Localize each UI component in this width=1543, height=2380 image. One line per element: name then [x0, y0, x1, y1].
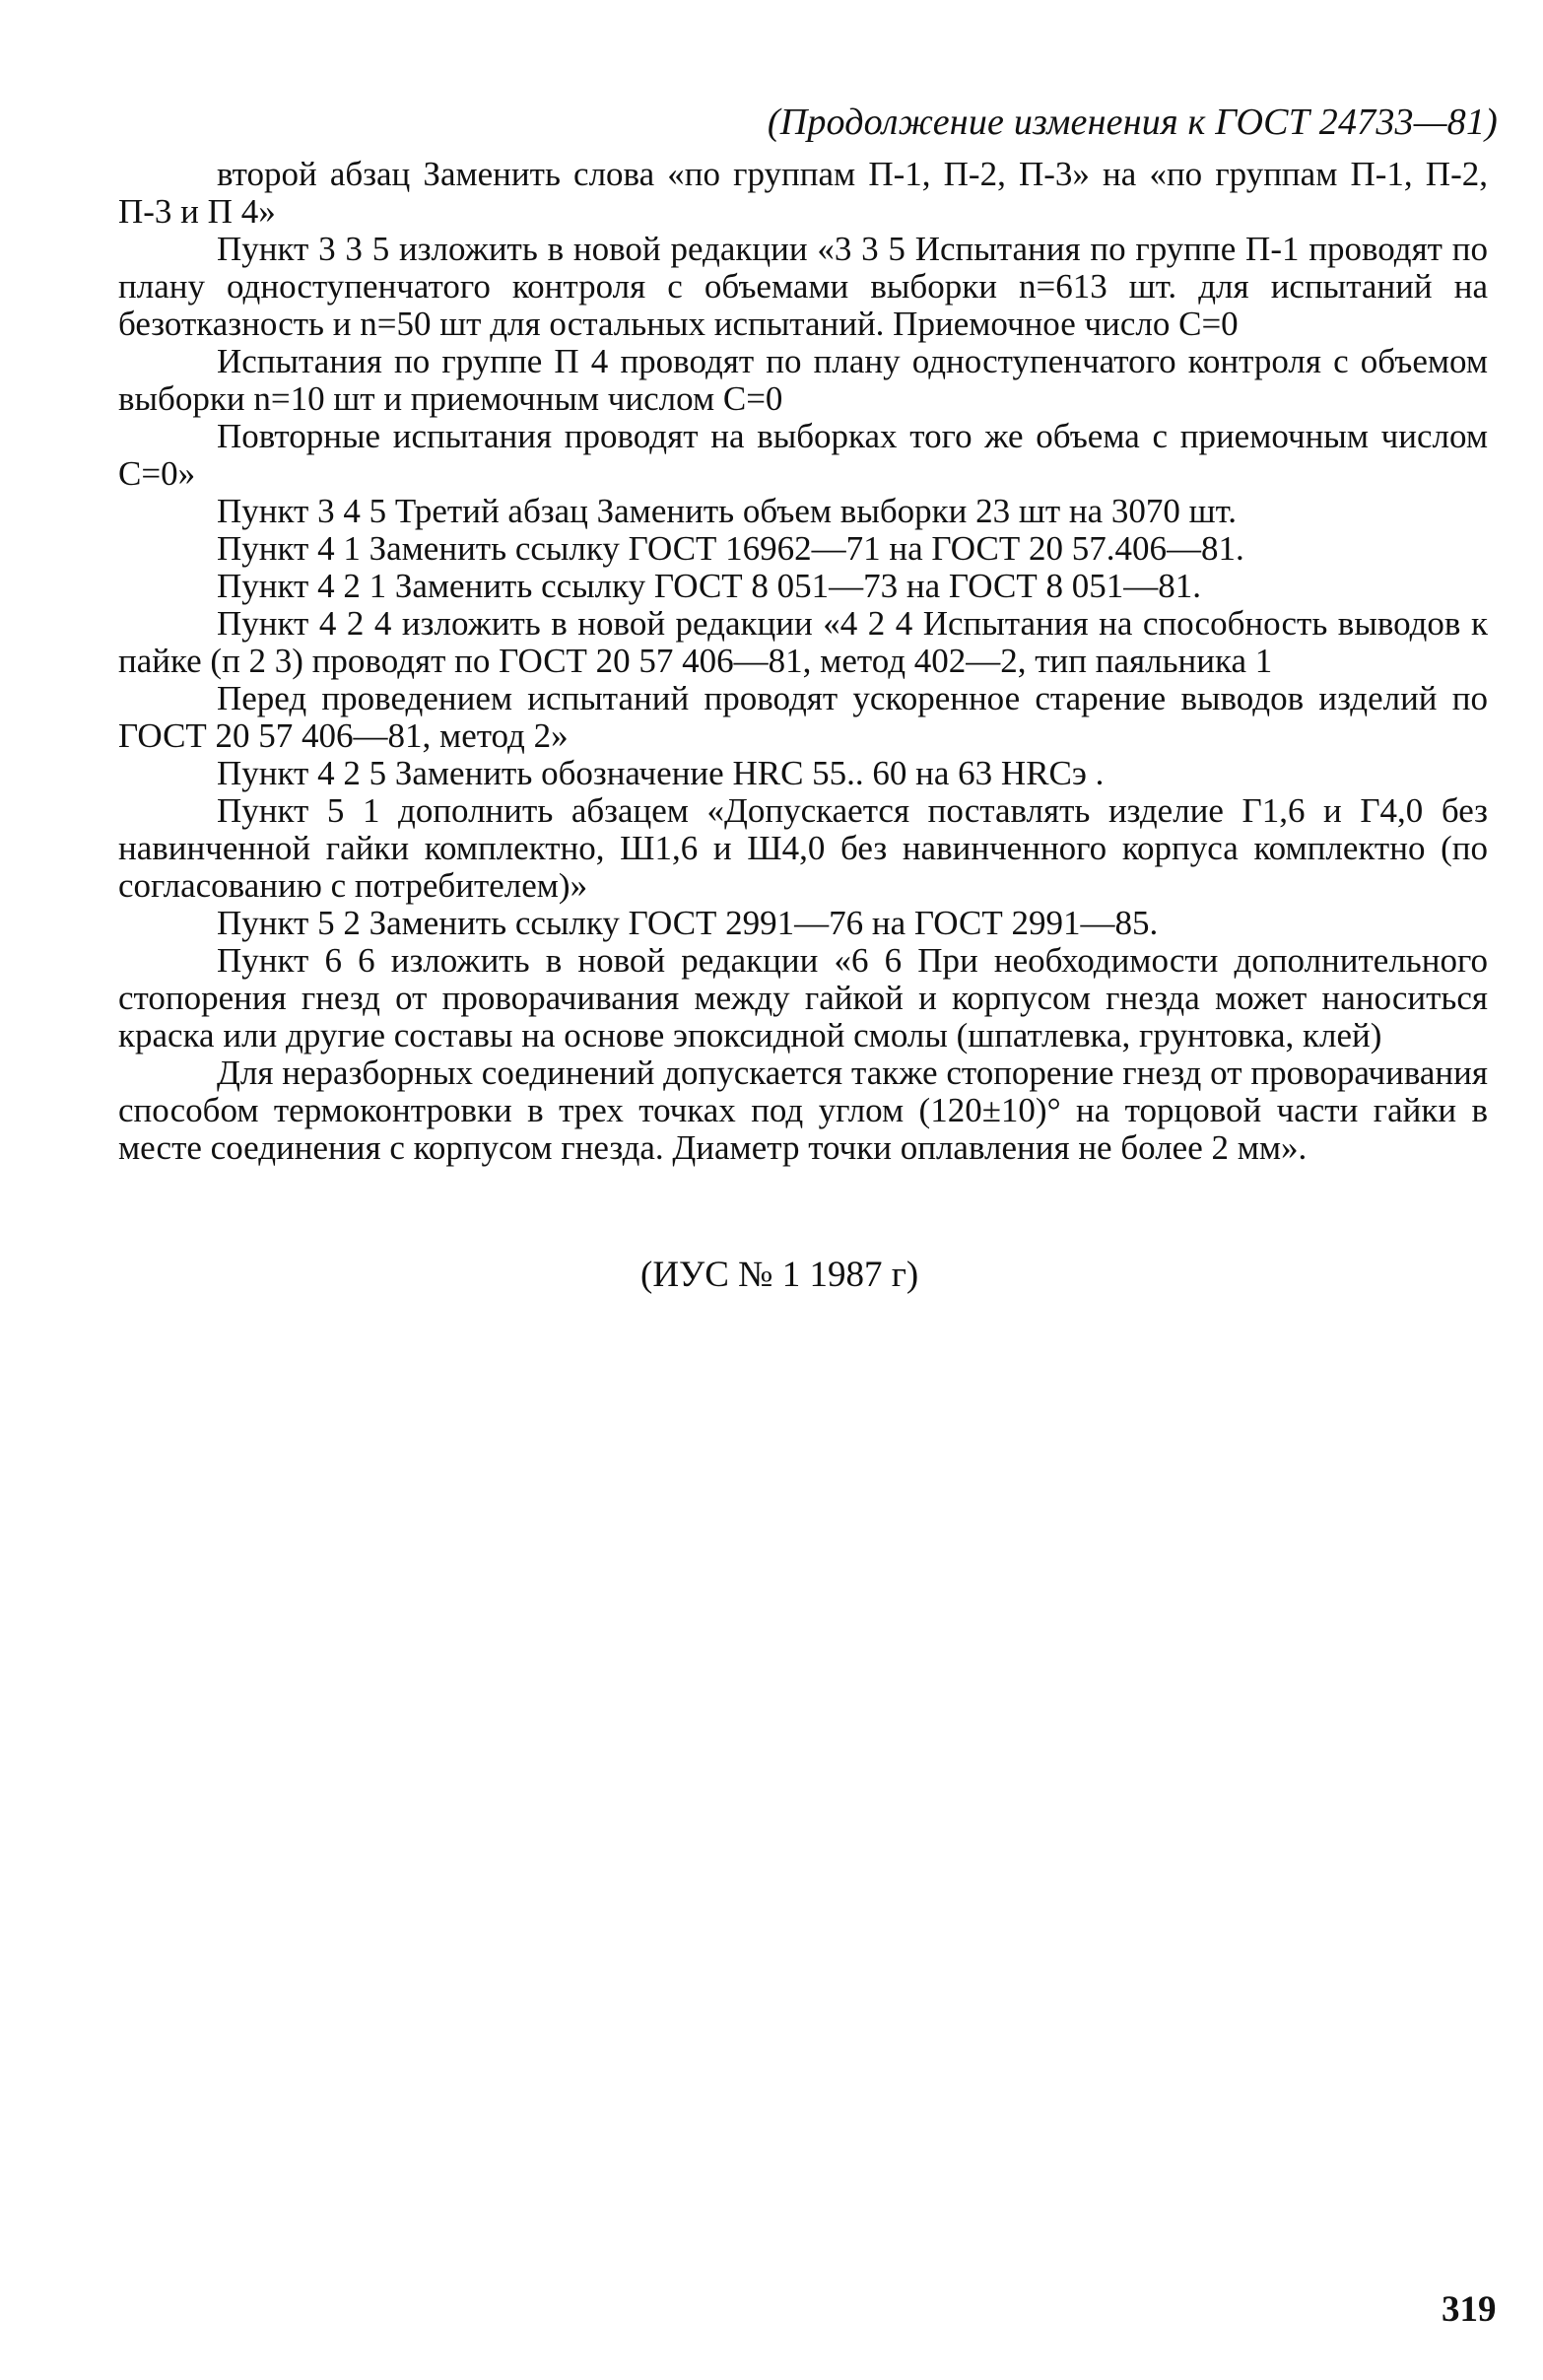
paragraph: Пункт 4 2 5 Заменить обозначение HRC 55.. 60 на 63 HRCэ .: [217, 754, 1105, 792]
amendment-text: [118, 156, 1488, 1167]
paragraph: второй абзац Заменить слова «по группам П-1, П-2, П-3» на «по группам П-1, П-2, П-3 и П 4»: [118, 155, 1488, 231]
paragraph: Повторные испытания проводят на выборках того же объема с приемочным числом C=0»: [118, 417, 1488, 493]
paragraph: Пункт 4 2 4 изложить в новой редакции «4 2 4 Испытания на способность выводов к пайке (п 2 3) проводят по ГОСТ 20 57 406—81, метод 402—2, тип паяльника 1: [118, 604, 1488, 680]
paragraph: Пункт 6 6 изложить в новой редакции «6 6 При необходимости дополнительного стопорения гнезд от проворачивания между гайкой и корпусом гнезда может наноситься краска или другие составы на основе эпоксидной смолы (шпатлевка, грунтовка, клей): [118, 941, 1488, 1054]
paragraph: Пункт 4 2 1 Заменить ссылку ГОСТ 8 051—73 на ГОСТ 8 051—81.: [217, 567, 1201, 605]
page-number: 319: [1442, 2289, 1497, 2330]
paragraph: Пункт 4 1 Заменить ссылку ГОСТ 16962—71 на ГОСТ 20 57.406—81.: [217, 529, 1244, 568]
paragraph: Пункт 3 3 5 изложить в новой редакции «3 3 5 Испытания по группе П-1 проводят по плану одноступенчатого контроля с объемами выборки n=613 шт. для испытаний на безотказность и n=50 шт для остальных испытаний. Приемочное число C=0: [118, 230, 1488, 343]
paragraph: Пункт 5 1 дополнить абзацем «Допускается поставлять изделие Г1,6 и Г4,0 без навинченной гайки комплектно, Ш1,6 и Ш4,0 без навинченного корпуса комплектно (по согласованию с потребителем)»: [118, 791, 1488, 905]
issue-note: (ИУС № 1 1987 г): [640, 1255, 919, 1295]
amendment-header: (Продолжение изменения к ГОСТ 24733—81): [767, 102, 1498, 143]
paragraph: Испытания по группе П 4 проводят по плану одноступенчатого контроля с объемом выборки n=10 шт и приемочным числом C=0: [118, 342, 1488, 418]
paragraph: Пункт 5 2 Заменить ссылку ГОСТ 2991—76 на ГОСТ 2991—85.: [217, 904, 1159, 942]
paragraph: Перед проведением испытаний проводят ускоренное старение выводов изделий по ГОСТ 20 57 406—81, метод 2»: [118, 679, 1488, 755]
paragraph: Пункт 3 4 5 Третий абзац Заменить объем выборки 23 шт на 3070 шт.: [217, 492, 1238, 530]
paragraph: Для неразборных соединений допускается также стопорение гнезд от проворачивания способом термоконтровки в трех точках под углом (120±10)° на торцовой части гайки в месте соединения с корпусом гнезда. Диаметр точки оплавления не более 2 мм».: [118, 1054, 1488, 1167]
